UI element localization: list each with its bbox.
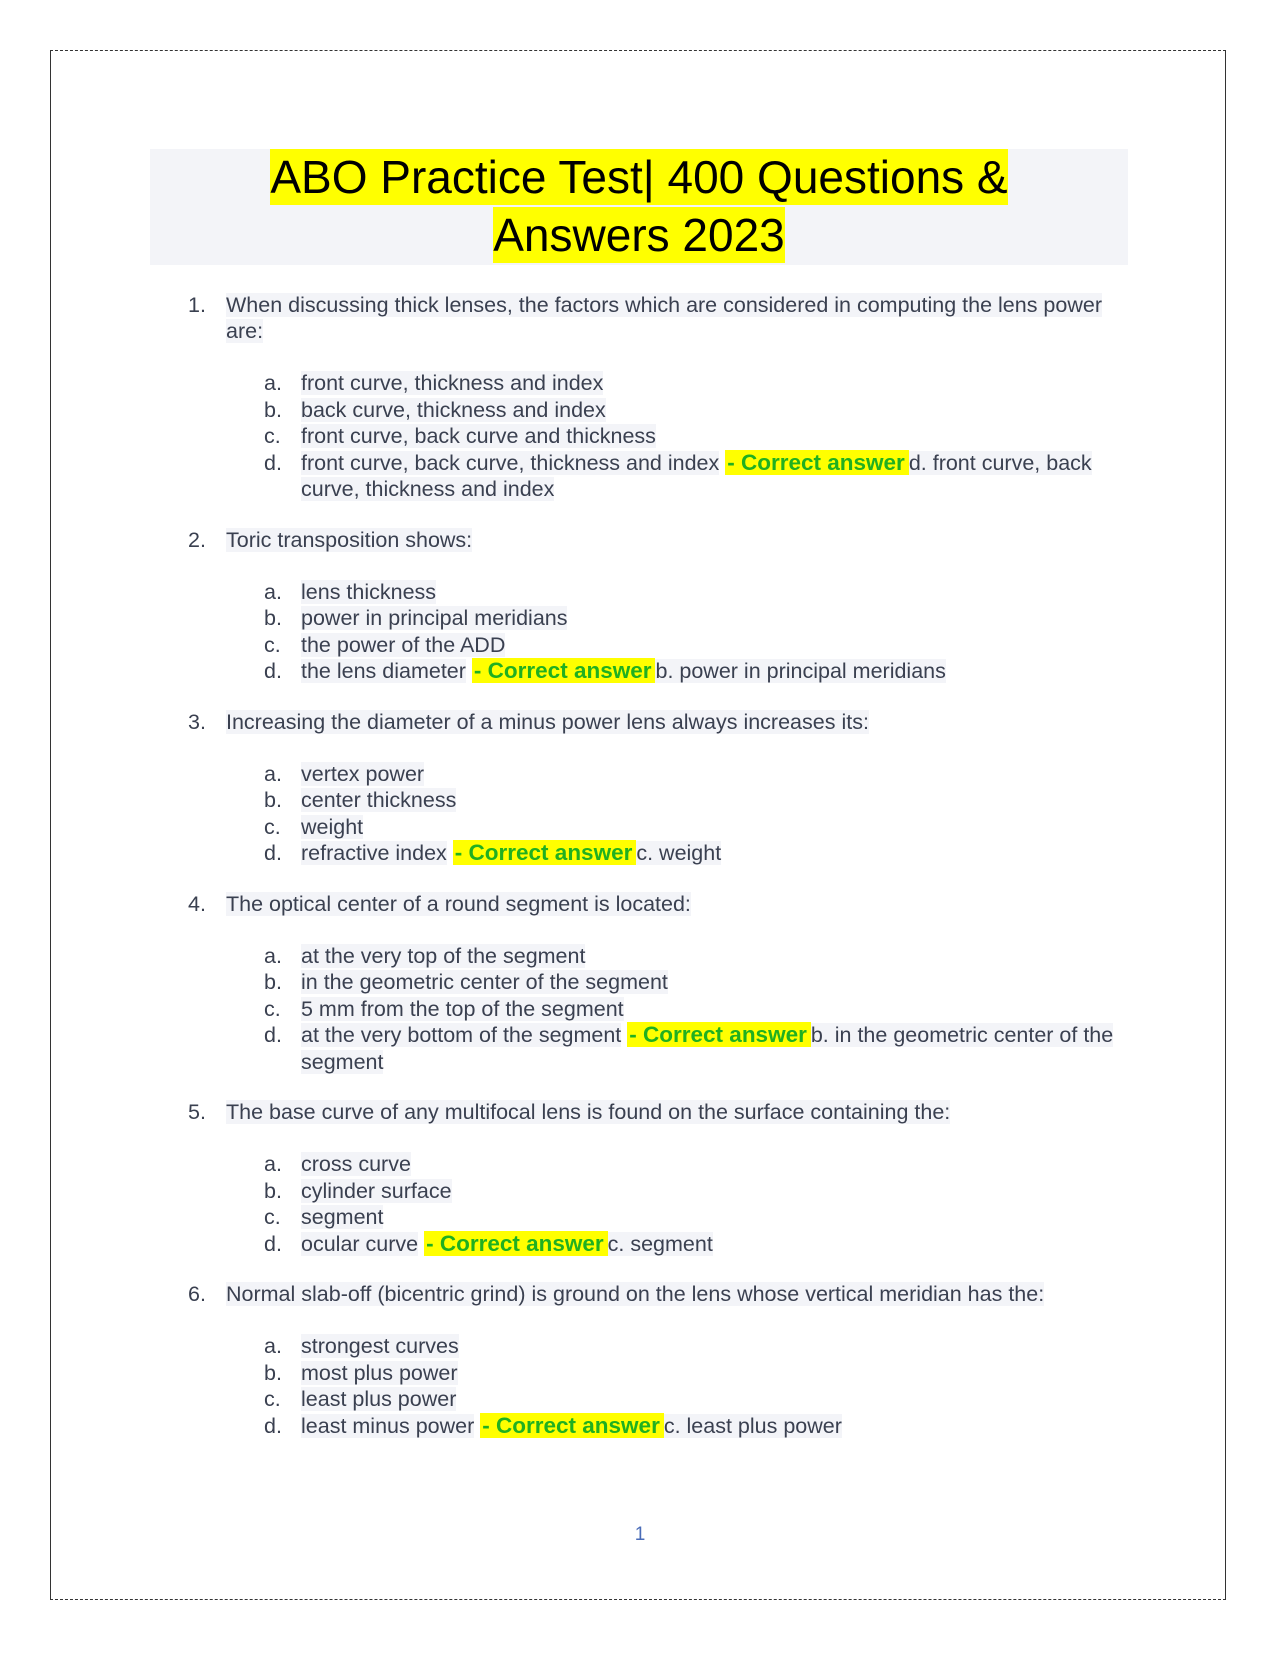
option-item (180, 969, 1120, 996)
question-text: The base curve of any multifocal lens is found on the surface containing the: (226, 1100, 951, 1124)
question-item (180, 891, 1120, 1076)
correct-answer-marker: - Correct answer (424, 1231, 608, 1256)
option-letter: c. (264, 996, 281, 1021)
option-item (180, 605, 1120, 632)
option-letter: a. (264, 371, 282, 395)
correct-answer-marker: - Correct answer (472, 658, 656, 683)
question-item (180, 1099, 1120, 1257)
option-letter: a. (264, 579, 282, 604)
option-item (180, 787, 1120, 814)
option-text: refractive index (301, 841, 447, 865)
option-item (180, 450, 1120, 503)
option-letter: c. (264, 632, 281, 657)
option-letter: b. (264, 1360, 282, 1385)
option-letter: d. (264, 1231, 282, 1256)
option-item (180, 1333, 1120, 1360)
question-text: The optical center of a round segment is located: (226, 891, 691, 916)
option-letter: b. (264, 970, 282, 994)
option-item (180, 423, 1120, 450)
option-text: in the geometric center of the segment (301, 970, 668, 994)
option-letter: d. (264, 1023, 282, 1047)
option-item (180, 814, 1120, 841)
option-text: at the very top of the segment (301, 943, 586, 968)
question-text: Increasing the diameter of a minus power lens always increases its: (226, 709, 869, 734)
option-letter: c. (264, 1387, 281, 1411)
option-list (180, 943, 1120, 1076)
option-list (180, 1151, 1120, 1257)
option-item (180, 1360, 1120, 1387)
option-item (180, 397, 1120, 424)
option-letter: d. (264, 450, 282, 475)
option-list (180, 1333, 1120, 1439)
question-number: 1. (188, 293, 206, 317)
option-item (180, 658, 1120, 685)
question-item (180, 292, 1120, 503)
option-text: the lens diameter (301, 659, 466, 683)
option-item (180, 996, 1120, 1023)
correct-answer-marker: - Correct answer (725, 450, 909, 475)
option-letter: d. (264, 1413, 282, 1438)
option-item (180, 1413, 1120, 1440)
option-letter: c. (264, 814, 281, 839)
option-text: least minus power (301, 1413, 475, 1438)
question-list (180, 292, 1120, 1463)
question-text: Toric transposition shows: (226, 527, 473, 552)
option-text: the power of the ADD (301, 632, 506, 657)
option-item (180, 1178, 1120, 1205)
option-letter: b. (264, 1178, 282, 1203)
option-letter: d. (264, 841, 282, 865)
correct-answer-text: c. weight (636, 841, 722, 865)
option-text: least plus power (301, 1387, 457, 1411)
option-text: segment (301, 1205, 384, 1229)
option-text: 5 mm from the top of the segment (301, 996, 624, 1021)
option-letter: a. (264, 761, 282, 786)
option-text: most plus power (301, 1360, 458, 1385)
correct-answer-text: d. front curve, back curve, thickness and index (301, 450, 1092, 501)
question-number: 3. (188, 709, 206, 734)
correct-answer-text: b. in the geometric center of the segment (301, 1023, 1114, 1074)
option-item (180, 1204, 1120, 1231)
option-text: weight (301, 814, 364, 839)
title-line-1: ABO Practice Test| 400 Questions & (270, 151, 1008, 203)
correct-answer-marker: - Correct answer (453, 840, 637, 865)
option-letter: b. (264, 788, 282, 812)
option-item (180, 840, 1120, 867)
question-number: 4. (188, 891, 206, 916)
option-text: cylinder surface (301, 1178, 452, 1203)
option-letter: d. (264, 659, 282, 683)
question-item (180, 1281, 1120, 1439)
option-text: front curve, thickness and index (301, 371, 604, 395)
option-text: lens thickness (301, 579, 437, 604)
correct-answer-marker: - Correct answer (480, 1413, 664, 1438)
option-text: center thickness (301, 788, 457, 812)
option-list (180, 761, 1120, 867)
option-letter: b. (264, 397, 282, 422)
option-text: cross curve (301, 1152, 411, 1176)
correct-answer-text: c. segment (607, 1231, 713, 1256)
question-number: 5. (188, 1100, 206, 1124)
option-text: at the very bottom of the segment (301, 1023, 622, 1047)
question-item (180, 709, 1120, 867)
correct-answer-marker: - Correct answer (627, 1022, 811, 1047)
title-line-2: Answers 2023 (493, 209, 785, 261)
option-item (180, 761, 1120, 788)
option-text: power in principal meridians (301, 606, 568, 630)
option-item (180, 1231, 1120, 1258)
option-text: vertex power (301, 761, 425, 786)
correct-answer-text: b. power in principal meridians (655, 659, 946, 683)
question-item (180, 527, 1120, 685)
option-text: front curve, back curve and thickness (301, 424, 656, 448)
option-text: back curve, thickness and index (301, 397, 606, 422)
option-letter: b. (264, 606, 282, 630)
option-item (180, 1151, 1120, 1178)
option-text: front curve, back curve, thickness and index (301, 450, 720, 475)
page-number: 1 (634, 1524, 646, 1545)
option-item (180, 1022, 1120, 1075)
option-letter: a. (264, 1152, 282, 1176)
option-list (180, 370, 1120, 503)
option-text: ocular curve (301, 1231, 419, 1256)
option-item (180, 370, 1120, 397)
correct-answer-text: c. least plus power (663, 1413, 842, 1438)
question-number: 6. (188, 1282, 206, 1306)
option-item (180, 579, 1120, 606)
document-title (150, 149, 1128, 265)
option-letter: c. (264, 424, 281, 448)
option-letter: a. (264, 1334, 282, 1358)
option-item (180, 632, 1120, 659)
question-text: When discussing thick lenses, the factors which are considered in computing the lens power are: (226, 293, 1102, 343)
option-item (180, 1386, 1120, 1413)
question-number: 2. (188, 527, 206, 552)
option-item (180, 943, 1120, 970)
question-text: Normal slab-off (bicentric grind) is ground on the lens whose vertical meridian has the: (226, 1282, 1045, 1306)
option-list (180, 579, 1120, 685)
option-text: strongest curves (301, 1334, 459, 1358)
option-letter: c. (264, 1205, 281, 1229)
option-letter: a. (264, 943, 282, 968)
